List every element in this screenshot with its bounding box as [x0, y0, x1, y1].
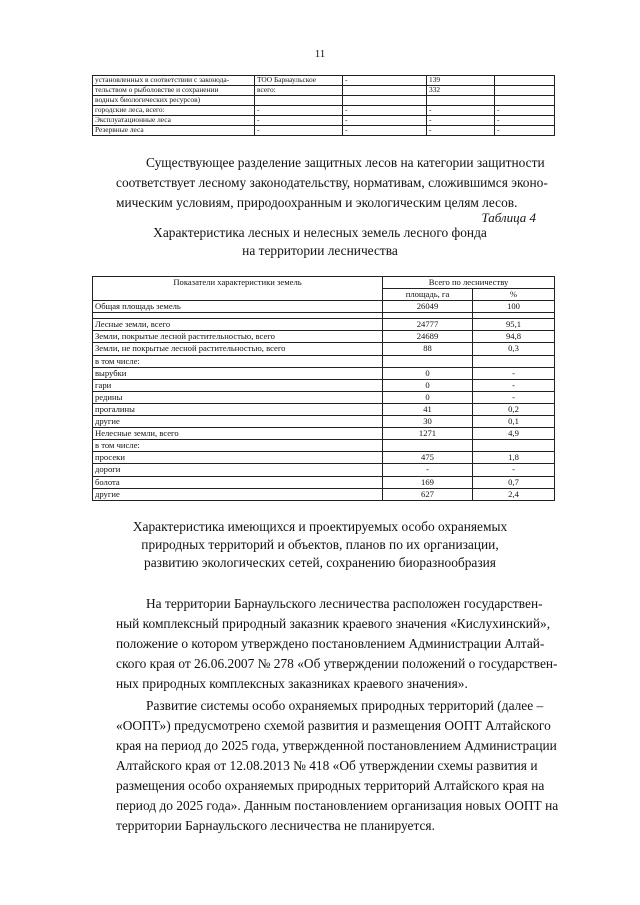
table-cell: 139: [427, 76, 495, 86]
table-cell: городские леса, всего:: [93, 106, 255, 116]
row-label: просеки: [93, 452, 383, 464]
row-label: в том числе:: [93, 440, 383, 452]
row-label: прогалины: [93, 403, 383, 415]
table-row: [93, 331, 555, 343]
table-title-line: на территории лесничества: [242, 243, 398, 258]
percent-cell: 95,1: [473, 319, 555, 331]
table-row: [93, 452, 555, 464]
table-cell: водных биологических ресурсов): [93, 96, 255, 106]
table-cell: ТОО Барнаульское: [255, 76, 343, 86]
table-cell: -: [495, 106, 555, 116]
text-line: ных природных комплексных заказниках краевого значения».: [116, 676, 468, 691]
table-cell: -: [255, 126, 343, 136]
table-label: Таблица 4: [481, 210, 536, 225]
section-heading-line: развитию экологических сетей, сохранению биоразнообразия: [144, 555, 496, 570]
percent-cell: -: [473, 464, 555, 476]
header-percent: %: [473, 289, 555, 301]
percent-cell: 2,4: [473, 488, 555, 500]
table-cell: -: [427, 116, 495, 126]
table-cell: -: [343, 116, 427, 126]
area-cell: 26049: [383, 301, 473, 313]
area-cell: 24689: [383, 331, 473, 343]
table-cell: [495, 76, 555, 86]
table-cell: -: [427, 126, 495, 136]
table-cell: -: [427, 106, 495, 116]
text-line: соответствует лесному законодательству, нормативам, сложившимся эконо-: [116, 175, 548, 190]
table-row: [93, 76, 555, 86]
row-label: вырубки: [93, 367, 383, 379]
percent-cell: 0,7: [473, 476, 555, 488]
table-row: [93, 86, 555, 96]
table-cell: тельством о рыболовстве и сохранении: [93, 86, 255, 96]
paragraph-reserve: [116, 594, 558, 694]
percent-cell: 4,9: [473, 428, 555, 440]
area-cell: -: [383, 464, 473, 476]
table-cell: [255, 96, 343, 106]
area-cell: 169: [383, 476, 473, 488]
section-heading-line: природных территорий и объектов, планов по их организации,: [141, 537, 499, 552]
paragraph-oopt: [116, 696, 559, 836]
table-row: [93, 319, 555, 331]
text-line: положение о котором утверждено постановлением Администрации Алтай-: [116, 636, 545, 651]
area-cell: 88: [383, 343, 473, 355]
row-label: в том числе:: [93, 355, 383, 367]
percent-cell: [473, 355, 555, 367]
area-cell: 1271: [383, 428, 473, 440]
page-number: 11: [314, 48, 326, 60]
table-row: [93, 440, 555, 452]
table-row: [93, 96, 555, 106]
text-line: мическим условиям, природоохранным и экологическим целям лесов.: [116, 195, 518, 210]
table-cell: 332: [427, 86, 495, 96]
percent-cell: -: [473, 391, 555, 403]
row-label: болота: [93, 476, 383, 488]
table-cell: Резервные леса: [93, 126, 255, 136]
table-row: [93, 391, 555, 403]
percent-cell: -: [473, 379, 555, 391]
table-cell: [343, 86, 427, 96]
text-line: «ООПТ») предусмотрено схемой развития и размещения ООПТ Алтайского: [116, 718, 551, 733]
percent-cell: 1,8: [473, 452, 555, 464]
table-cell: -: [343, 126, 427, 136]
table-row: [93, 428, 555, 440]
percent-cell: 0,1: [473, 416, 555, 428]
table-row: [93, 488, 555, 500]
area-cell: 30: [383, 416, 473, 428]
table-title-line: Характеристика лесных и нелесных земель лесного фонда: [153, 225, 487, 240]
header-indicators: Показатели характеристики земель: [93, 277, 383, 301]
table-header-row: [93, 277, 555, 289]
table-row: [93, 379, 555, 391]
table-row: [93, 355, 555, 367]
text-line: Развитие системы особо охраняемых природных территорий (далее –: [146, 698, 544, 713]
protective-forests-table: [92, 75, 555, 136]
text-line: Существующее разделение защитных лесов на категории защитности: [146, 155, 545, 170]
row-label: другие: [93, 488, 383, 500]
text-line: территории Барнаульского лесничества не планируется.: [116, 818, 435, 833]
header-total: Всего по лесничеству: [383, 277, 555, 289]
area-cell: [383, 355, 473, 367]
percent-cell: 0,2: [473, 403, 555, 415]
table-cell: -: [495, 116, 555, 126]
text-line: ный комплексный природный заказник краевого значения «Кислухинский»,: [116, 616, 551, 631]
table-cell: -: [343, 106, 427, 116]
table-cell: [495, 86, 555, 96]
table-cell: Эксплуатационные леса: [93, 116, 255, 126]
row-label: Нелесные земли, всего: [93, 428, 383, 440]
percent-cell: 94,8: [473, 331, 555, 343]
area-cell: [383, 440, 473, 452]
table-cell: [427, 96, 495, 106]
section-heading-line: Характеристика имеющихся и проектируемых особо охраняемых: [132, 519, 508, 534]
table-row: [93, 343, 555, 355]
row-label: другие: [93, 416, 383, 428]
table-cell: -: [255, 106, 343, 116]
table-cell: [343, 96, 427, 106]
row-label: гари: [93, 379, 383, 391]
table-row: [93, 367, 555, 379]
row-label: Общая площадь земель: [93, 301, 383, 313]
row-label: Земли, покрытые лесной растительностью, всего: [93, 331, 383, 343]
area-cell: 0: [383, 367, 473, 379]
row-label: Лесные земли, всего: [93, 319, 383, 331]
section-heading: [80, 518, 560, 572]
text-line: период до 2025 года». Данным постановлением организация новых ООПТ на: [116, 798, 559, 813]
table-cell: [495, 96, 555, 106]
area-cell: 627: [383, 488, 473, 500]
row-label: дороги: [93, 464, 383, 476]
table-cell: -: [495, 126, 555, 136]
table-row: [93, 416, 555, 428]
table-row: [93, 301, 555, 313]
table-row: [93, 116, 555, 126]
text-line: Алтайского края от 12.08.2013 № 418 «Об утверждении схемы развития и: [116, 758, 538, 773]
table-title: [80, 224, 560, 260]
table-row: [93, 126, 555, 136]
table-cell: всего:: [255, 86, 343, 96]
table-row: [93, 464, 555, 476]
text-line: ского края от 26.06.2007 № 278 «Об утверждении положений о государствен-: [116, 656, 558, 671]
area-cell: 0: [383, 379, 473, 391]
text-line: края на период до 2025 года, утвержденной постановлением Администрации: [116, 738, 557, 753]
area-cell: 0: [383, 391, 473, 403]
row-label: редины: [93, 391, 383, 403]
land-characteristics-table: [92, 276, 555, 501]
percent-cell: 0,3: [473, 343, 555, 355]
table-row: [93, 403, 555, 415]
area-cell: 475: [383, 452, 473, 464]
table-row: [93, 106, 555, 116]
table-cell: -: [255, 116, 343, 126]
table-row: [93, 476, 555, 488]
area-cell: 24777: [383, 319, 473, 331]
table-cell: установленных в соответствии с законода-: [93, 76, 255, 86]
text-line: На территории Барнаульского лесничества расположен государствен-: [146, 596, 543, 611]
percent-cell: 100: [473, 301, 555, 313]
percent-cell: -: [473, 367, 555, 379]
percent-cell: [473, 440, 555, 452]
text-line: размещения особо охраняемых природных территорий Алтайского края на: [116, 778, 545, 793]
header-area: площадь, га: [383, 289, 473, 301]
row-label: Земли, не покрытые лесной растительностью, всего: [93, 343, 383, 355]
table-cell: -: [343, 76, 427, 86]
area-cell: 41: [383, 403, 473, 415]
paragraph-protective-forests: [116, 153, 548, 213]
